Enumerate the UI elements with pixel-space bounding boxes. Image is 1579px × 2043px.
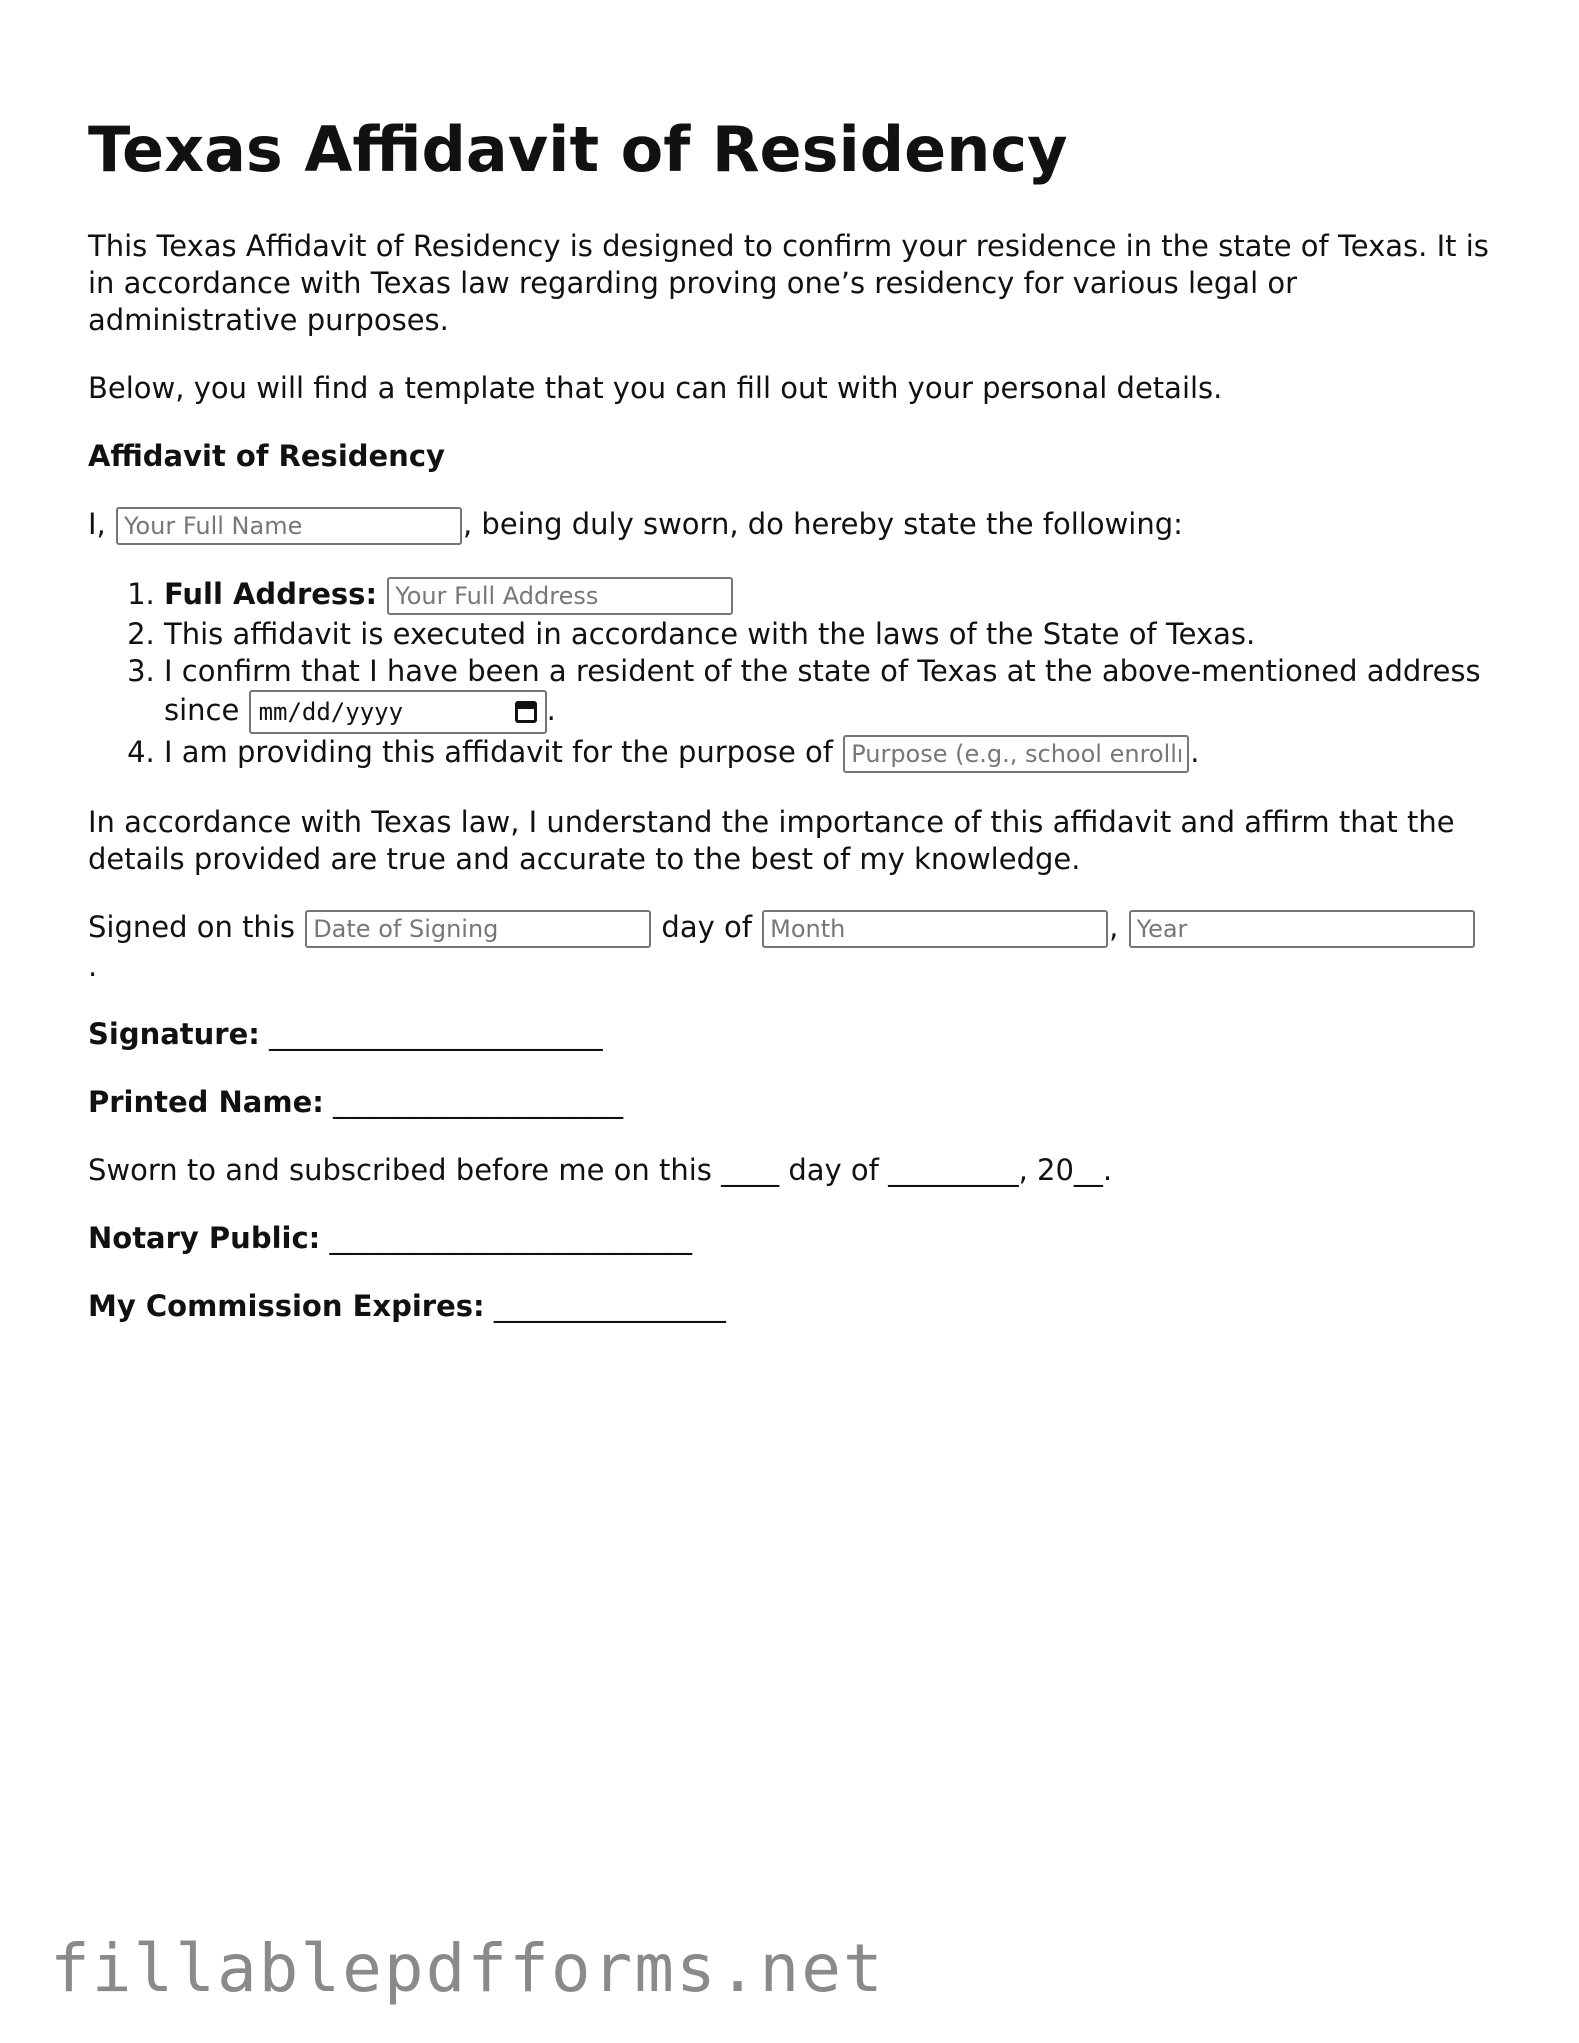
date-of-signing-input[interactable]	[305, 910, 651, 948]
signed-prefix: Signed on this	[88, 910, 295, 944]
list-item-full-address	[164, 576, 1498, 615]
printed-name-blank: ____________________	[333, 1085, 624, 1119]
template-note: Below, you will find a template that you can fill out with your personal details.	[88, 371, 1223, 405]
notary-blank: _________________________	[329, 1221, 692, 1255]
sworn-suffix: , being duly sworn, do hereby state the following:	[463, 507, 1183, 541]
laws-text: This affidavit is executed in accordance with the laws of the State of Texas.	[164, 617, 1256, 651]
printed-name-label: Printed Name:	[88, 1085, 324, 1119]
month-input[interactable]	[762, 910, 1108, 948]
affidavit-items	[88, 576, 1498, 773]
commission-label: My Commission Expires:	[88, 1289, 485, 1323]
date-placeholder: mm/dd/yyyy	[258, 697, 404, 726]
list-item-purpose	[164, 734, 1498, 773]
commission-line	[88, 1288, 1498, 1325]
full-address-label: Full Address:	[164, 577, 378, 611]
commission-blank: ________________	[493, 1289, 726, 1323]
sworn-statement	[88, 506, 1498, 545]
notary-label: Notary Public:	[88, 1221, 321, 1255]
page-title: Texas Affidavit of Residency	[88, 113, 1068, 186]
resident-since-text: I confirm that I have been a resident of the state of Texas at the above-mentioned address since	[164, 654, 1481, 727]
full-address-input[interactable]	[387, 577, 733, 615]
list-item-laws	[164, 616, 1498, 653]
signed-end: .	[88, 949, 98, 983]
calendar-icon[interactable]	[515, 701, 537, 723]
affidavit-page	[88, 100, 1498, 1356]
printed-name-line	[88, 1084, 1498, 1121]
purpose-text: I am providing this affidavit for the purpose of	[164, 735, 833, 769]
purpose-input[interactable]	[843, 735, 1189, 773]
purpose-end: .	[1190, 735, 1200, 769]
sworn-prefix: I,	[88, 507, 106, 541]
signature-label: Signature:	[88, 1017, 260, 1051]
signature-blank: _______________________	[269, 1017, 603, 1051]
year-input[interactable]	[1129, 910, 1475, 948]
day-of-text: day of	[661, 910, 752, 944]
signed-comma: ,	[1109, 910, 1119, 944]
affirmation-paragraph: In accordance with Texas law, I understand the importance of this affidavit and affirm that the details provided are true and accurate to the best of my knowledge.	[88, 805, 1455, 876]
watermark: fillablepdfforms.net	[50, 1930, 885, 2007]
resident-since-end: .	[546, 693, 556, 727]
intro-paragraph: This Texas Affidavit of Residency is designed to confirm your residence in the state of Texas. It is in accordance with Texas law regarding proving one’s residency for various legal or administrative purposes.	[88, 229, 1489, 337]
resident-since-date-input[interactable]	[249, 690, 547, 734]
sworn-before-line: Sworn to and subscribed before me on this ____ day of _________, 20__.	[88, 1153, 1113, 1187]
list-item-resident-since	[164, 653, 1498, 734]
full-name-input[interactable]	[116, 507, 462, 545]
signature-line	[88, 1016, 1498, 1053]
signed-line	[88, 909, 1498, 985]
section-heading: Affidavit of Residency	[88, 439, 445, 473]
notary-line	[88, 1220, 1498, 1257]
